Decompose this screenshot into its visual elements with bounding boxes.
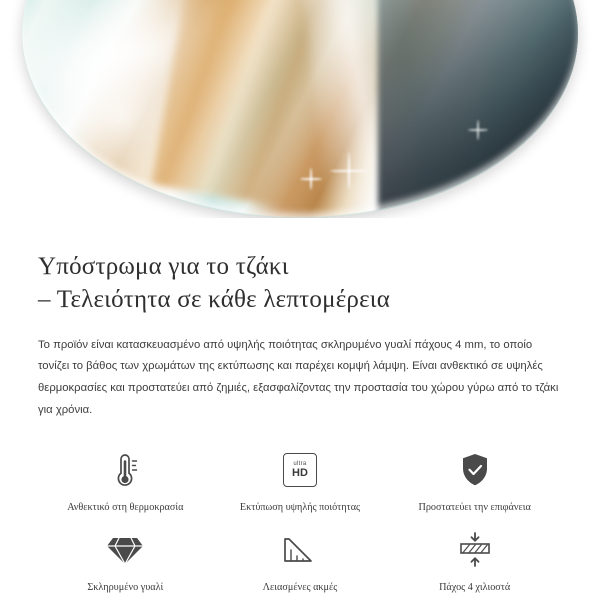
thickness-arrows-icon xyxy=(455,529,495,571)
ultra-hd-badge-bottom: HD xyxy=(292,467,308,480)
feature-item xyxy=(213,523,388,594)
feature-label: Εκτύπωση υψηλής ποιότητας xyxy=(239,502,361,514)
product-description: Το προϊόν είναι κατασκευασμένο από υψηλής ποιότητας σκληρυμένο γυαλί πάχους 4 mm, το οποίο τονίζει το βάθος των χρωμάτων της εκτύπωσης και παρέχει κομψή λάμψη. Είναι ανθεκτικό σε υψηλές θερμοκρασίες και προστατεύει από ζημιές, εξασφαλίζοντας την προστασία του χώρου γύρω από το τζάκι για χρόνια. xyxy=(38,338,559,416)
feature-label: Σκληρυμένο γυαλί xyxy=(87,581,164,593)
feature-label: Λειασμένες ακμές xyxy=(262,581,338,593)
hero-image xyxy=(0,0,600,218)
marble-glass-board-image xyxy=(22,0,578,218)
page-title-line-1: Υπόστρωμα για το τζάκι xyxy=(38,253,289,280)
feature-label: Πάχος 4 χιλιοστά xyxy=(439,581,511,593)
feature-item xyxy=(213,443,388,514)
ultra-hd-icon xyxy=(283,449,317,491)
shield-check-icon xyxy=(456,449,494,491)
feature-item xyxy=(387,443,562,514)
page-title-line-2: – Τελειότητα σε κάθε λεπτομέρεια xyxy=(38,286,391,314)
feature-label: Ανθεκτικό στη θερμοκρασία xyxy=(67,502,184,514)
feature-grid xyxy=(38,443,562,594)
marble-swirl-dark xyxy=(378,0,578,218)
page-title xyxy=(38,250,562,317)
feature-item xyxy=(38,443,213,514)
diamond-icon xyxy=(105,529,145,571)
thermometer-icon xyxy=(107,449,143,491)
feature-item xyxy=(38,523,213,594)
content-area xyxy=(0,218,600,594)
feature-label: Προστατεύει την επιφάνεια xyxy=(418,502,531,514)
polished-edges-icon xyxy=(281,529,319,571)
ultra-hd-badge-top: ultra xyxy=(293,461,307,468)
feature-item xyxy=(387,523,562,594)
